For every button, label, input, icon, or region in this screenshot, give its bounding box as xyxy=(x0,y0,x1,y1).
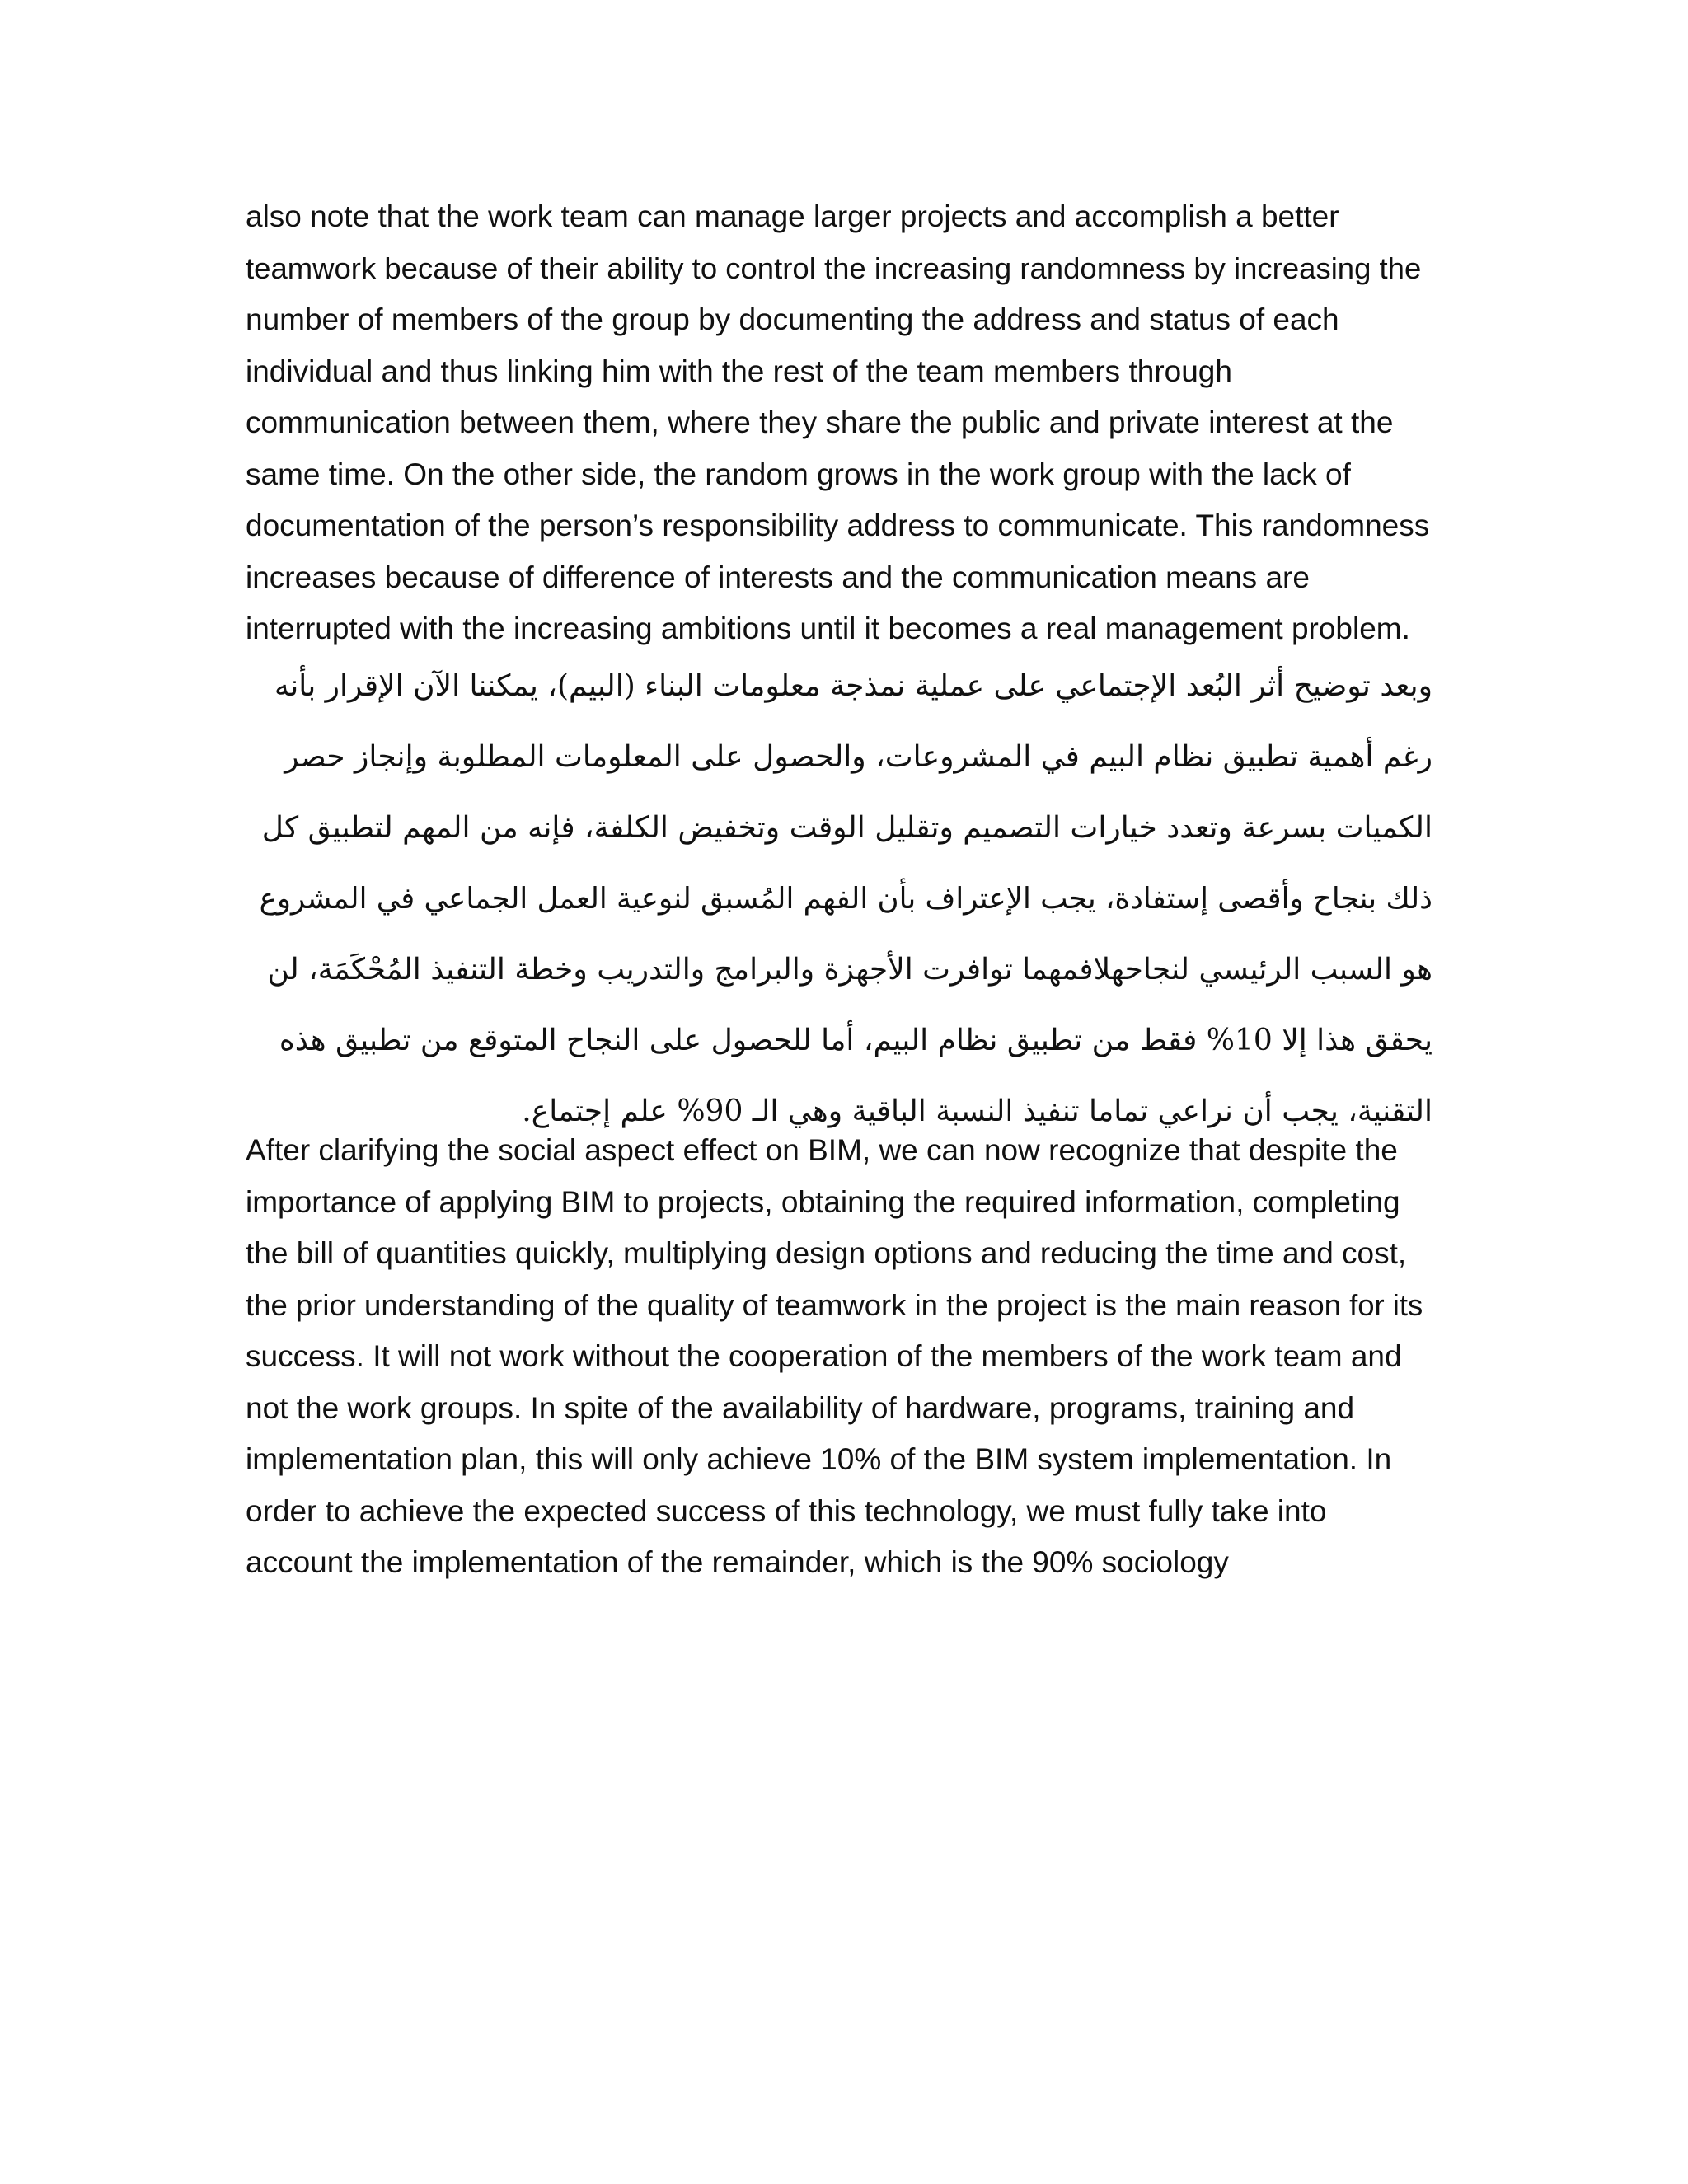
text-line: increases because of difference of interests and the communication means are xyxy=(246,560,1310,594)
text-line: number of members of the group by documenting the address and status of each xyxy=(246,302,1339,336)
text-line: teamwork because of their ability to control the increasing randomness by increasing the xyxy=(246,251,1422,285)
arabic-text-line: رغم أهمية تطبيق نظام البيم في المشروعات، والحصول على المعلومات المطلوبة وإنجاز حصر xyxy=(284,740,1432,774)
text-line: importance of applying BIM to projects, obtaining the required information, completing xyxy=(246,1184,1400,1219)
text-line: documentation of the person’s responsibility address to communicate. This randomness xyxy=(246,509,1430,542)
arabic-text-line: يحقق هذا إلا 10% فقط من تطبيق نظام البيم، أما للحصول على النجاح المتوقع من تطبيق هذه xyxy=(279,1024,1432,1057)
english-paragraph-1 xyxy=(246,191,1432,655)
text-line: success. It will not work without the cooperation of the members of the work team and xyxy=(246,1339,1402,1373)
text-line: also note that the work team can manage larger projects and accomplish a better xyxy=(246,199,1339,233)
text-line: After clarifying the social aspect effect on BIM, we can now recognize that despite the xyxy=(246,1133,1398,1167)
arabic-text-line: التقنية، يجب أن نراعي تماما تنفيذ النسبة الباقية وهي الـ 90% علم إجتماع. xyxy=(522,1094,1432,1128)
arabic-text-line: الكميات بسرعة وتعدد خيارات التصميم وتقليل الوقت وتخفيض الكلفة، فإنه من المهم لتطبيق كل xyxy=(261,811,1432,845)
text-line: account the implementation of the remainder, which is the 90% sociology xyxy=(246,1545,1229,1579)
arabic-text-line: هو السبب الرئيسي لنجاحهلافمهما توافرت الأجهزة والبرامج والتدريب وخطة التنفيذ المُحْكَمَة، لن xyxy=(267,953,1432,987)
text-line: implementation plan, this will only achieve 10% of the BIM system implementation. In xyxy=(246,1442,1392,1476)
arabic-paragraph xyxy=(246,651,1432,1147)
arabic-text-line: وبعد توضيح أثر البُعد الإجتماعي على عملية نمذجة معلومات البناء (البيم)، يمكننا الآن الإقرار بأنه xyxy=(274,669,1432,703)
text-line: not the work groups. In spite of the availability of hardware, programs, training and xyxy=(246,1390,1355,1425)
arabic-text-line: ذلك بنجاح وأقصى إستفادة، يجب الإعتراف بأن الفهم المُسبق لنوعية العمل الجماعي في المشروع xyxy=(259,882,1432,916)
english-paragraph-2 xyxy=(246,1125,1432,1589)
text-line: communication between them, where they share the public and private interest at the xyxy=(246,405,1394,439)
text-line: interrupted with the increasing ambitions until it becomes a real management problem. xyxy=(246,612,1410,645)
text-line: the bill of quantities quickly, multiplying design options and reducing the time and cost, xyxy=(246,1236,1407,1270)
text-line: same time. On the other side, the random grows in the work group with the lack of xyxy=(246,457,1351,491)
text-line: the prior understanding of the quality of teamwork in the project is the main reason for its xyxy=(246,1287,1423,1322)
text-line: order to achieve the expected success of this technology, we must fully take into xyxy=(246,1493,1327,1528)
text-line: individual and thus linking him with the rest of the team members through xyxy=(246,354,1232,388)
